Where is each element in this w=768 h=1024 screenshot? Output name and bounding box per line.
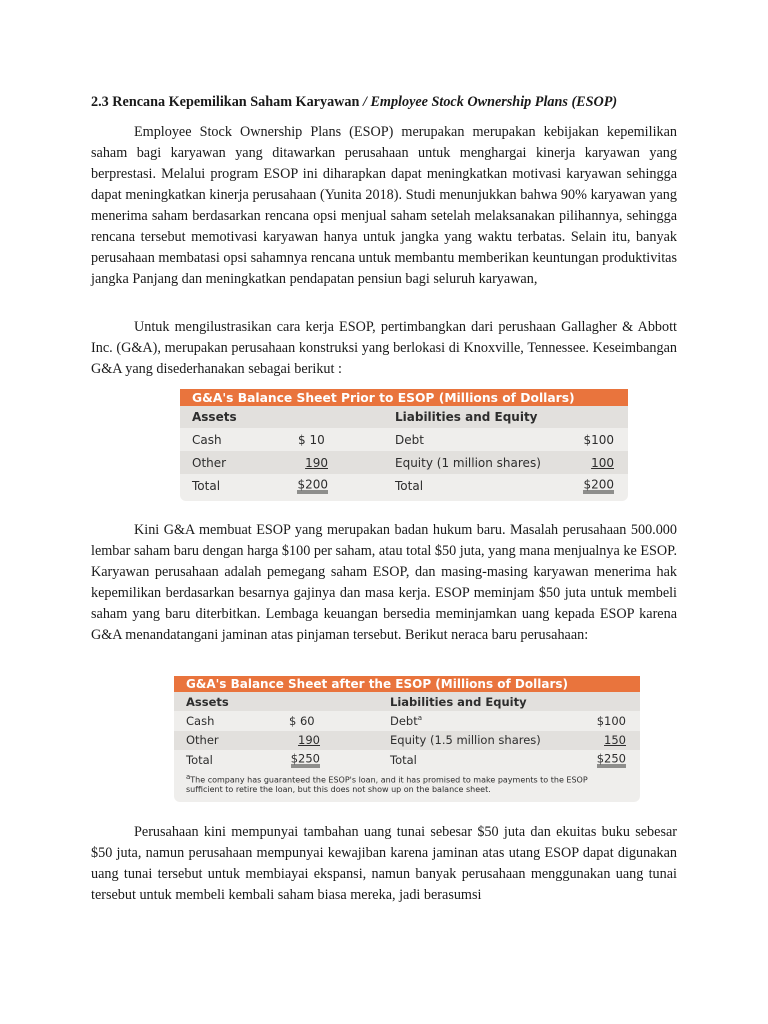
asset-label: Total: [186, 752, 213, 767]
table-row: [180, 428, 628, 451]
asset-value: 190: [305, 455, 328, 470]
balance-sheet-title: G&A's Balance Sheet Prior to ESOP (Millions of Dollars): [180, 389, 628, 406]
section-heading: [91, 94, 691, 111]
asset-value: 190: [298, 733, 320, 748]
balance-sheet-prior-to-esop: [180, 389, 628, 501]
table-row: [180, 474, 628, 497]
liability-value: $250: [596, 751, 626, 766]
paragraph-esop-creation: Kini G&A membuat ESOP yang merupakan badan hukum baru. Masalah perusahaan 500.000 lembar saham baru dengan harga $100 per saham, atau total $50 juta, yang mana menjualnya ke ESOP. Karyawan perusahaan adalah pemegang saham ESOP, dan masing-masing karyawan menerima hak kepemilikan berdasarkan besarnya gajinya dan masa kerja. ESOP meminjam $50 juta untuk membeli saham yang baru diterbitkan. Lembaga keuangan bersedia meminjamkan uang kepada ESOP karena G&A menandatangani jaminan atas pinjaman tersebut. Berikut neraca baru perusahaan:: [91, 522, 677, 643]
table-row: [174, 750, 640, 770]
debt-label: Debt: [390, 713, 418, 728]
asset-value: $250: [290, 751, 320, 766]
liability-label: [390, 714, 422, 728]
balance-sheet-footnote: [174, 770, 640, 795]
liabilities-header: Liabilities and Equity: [395, 410, 538, 424]
liability-value: $100: [583, 432, 614, 447]
section-heading-english: / Employee Stock Ownership Plans (ESOP): [359, 94, 618, 110]
liability-value: $100: [596, 713, 626, 728]
asset-label: Cash: [192, 432, 222, 447]
liability-value: 150: [604, 733, 626, 748]
footnote-line: sufficient to retire the loan, but this does not show up on the balance sheet.: [186, 784, 491, 794]
liability-label: Total: [390, 752, 417, 767]
assets-header: Assets: [186, 694, 229, 709]
balance-sheet-header: [174, 692, 640, 711]
table-row: [174, 731, 640, 751]
asset-label: Total: [192, 478, 221, 493]
asset-value: $200: [297, 477, 328, 491]
table-row: [174, 711, 640, 731]
liability-label: Equity (1 million shares): [395, 455, 541, 470]
assets-header: Assets: [192, 410, 237, 424]
footnote-line: [186, 773, 630, 785]
liability-label: Total: [395, 478, 424, 493]
asset-value: $ 10: [298, 432, 325, 447]
balance-sheet-after-esop: [174, 676, 640, 802]
liability-value: 100: [591, 455, 614, 470]
section-heading-main: 2.3 Rencana Kepemilikan Saham Karyawan: [91, 94, 360, 110]
paragraph-cash-usage: Perusahaan kini mempunyai tambahan uang tunai sebesar $50 juta dan ekuitas buku sebesar $50 juta, namun perusahaan mempunyai kewajiban karena jaminan atas utang ESOP dapat digunakan uang tunai tersebut untuk membiayai ekspansi, namun banyak perusahaan menggunakan uang tunai tersebut untuk membeli kembali saham biasa mereka, jadi berasumsi: [91, 824, 677, 903]
liabilities-header: Liabilities and Equity: [390, 694, 527, 709]
balance-sheet-title: G&A's Balance Sheet after the ESOP (Millions of Dollars): [174, 676, 640, 692]
asset-label: Cash: [186, 713, 215, 728]
footnote-marker: a: [417, 713, 423, 722]
liability-label: Equity (1.5 million shares): [390, 733, 541, 748]
liability-value: $200: [583, 477, 614, 491]
balance-sheet-header: [180, 406, 628, 428]
footnote-text: The company has guaranteed the ESOP's loan, and it has promised to make payments to the ESOP: [190, 775, 588, 785]
footnote-marker: a: [186, 772, 191, 781]
table-row: [180, 451, 628, 474]
asset-label: Other: [186, 733, 219, 748]
paragraph-esop-definition: Employee Stock Ownership Plans (ESOP) merupakan merupakan kebijakan kepemilikan saham bagi karyawan yang ditawarkan perusahaan untuk menghargai kinerja karyawan yang berprestasi. Melalui program ESOP ini diharapkan dapat meningkatkan motivasi karyawan sehingga dapat meningkatkan kinerja perusahaan (Yunita 2018). Studi menunjukkan bahwa 90% karyawan yang menerima saham berdasarkan rencana opsi menjual saham setelah melaksanakan pilihannya, sehingga rencana tersebut memotivasi karyawan hanya untuk jangka yang waktu terbatas. Selain itu, banyak perusahaan membatasi opsi sahamnya rencana untuk membantu memberikan keuntungan produktivitas jangka Panjang dan meningkatkan pendapatan pensiun bagi seluruh karyawan,: [91, 124, 677, 287]
asset-value: $ 60: [289, 713, 315, 728]
paragraph-illustration: Untuk mengilustrasikan cara kerja ESOP, pertimbangkan dari perushaan Gallagher & Abbott Inc. (G&A), merupakan perusahaan konstruksi yang berlokasi di Knoxville, Tennessee. Keseimbangan G&A yang disederhanakan sebagai berikut :: [91, 319, 677, 377]
asset-label: Other: [192, 455, 227, 470]
liability-label: Debt: [395, 432, 424, 447]
